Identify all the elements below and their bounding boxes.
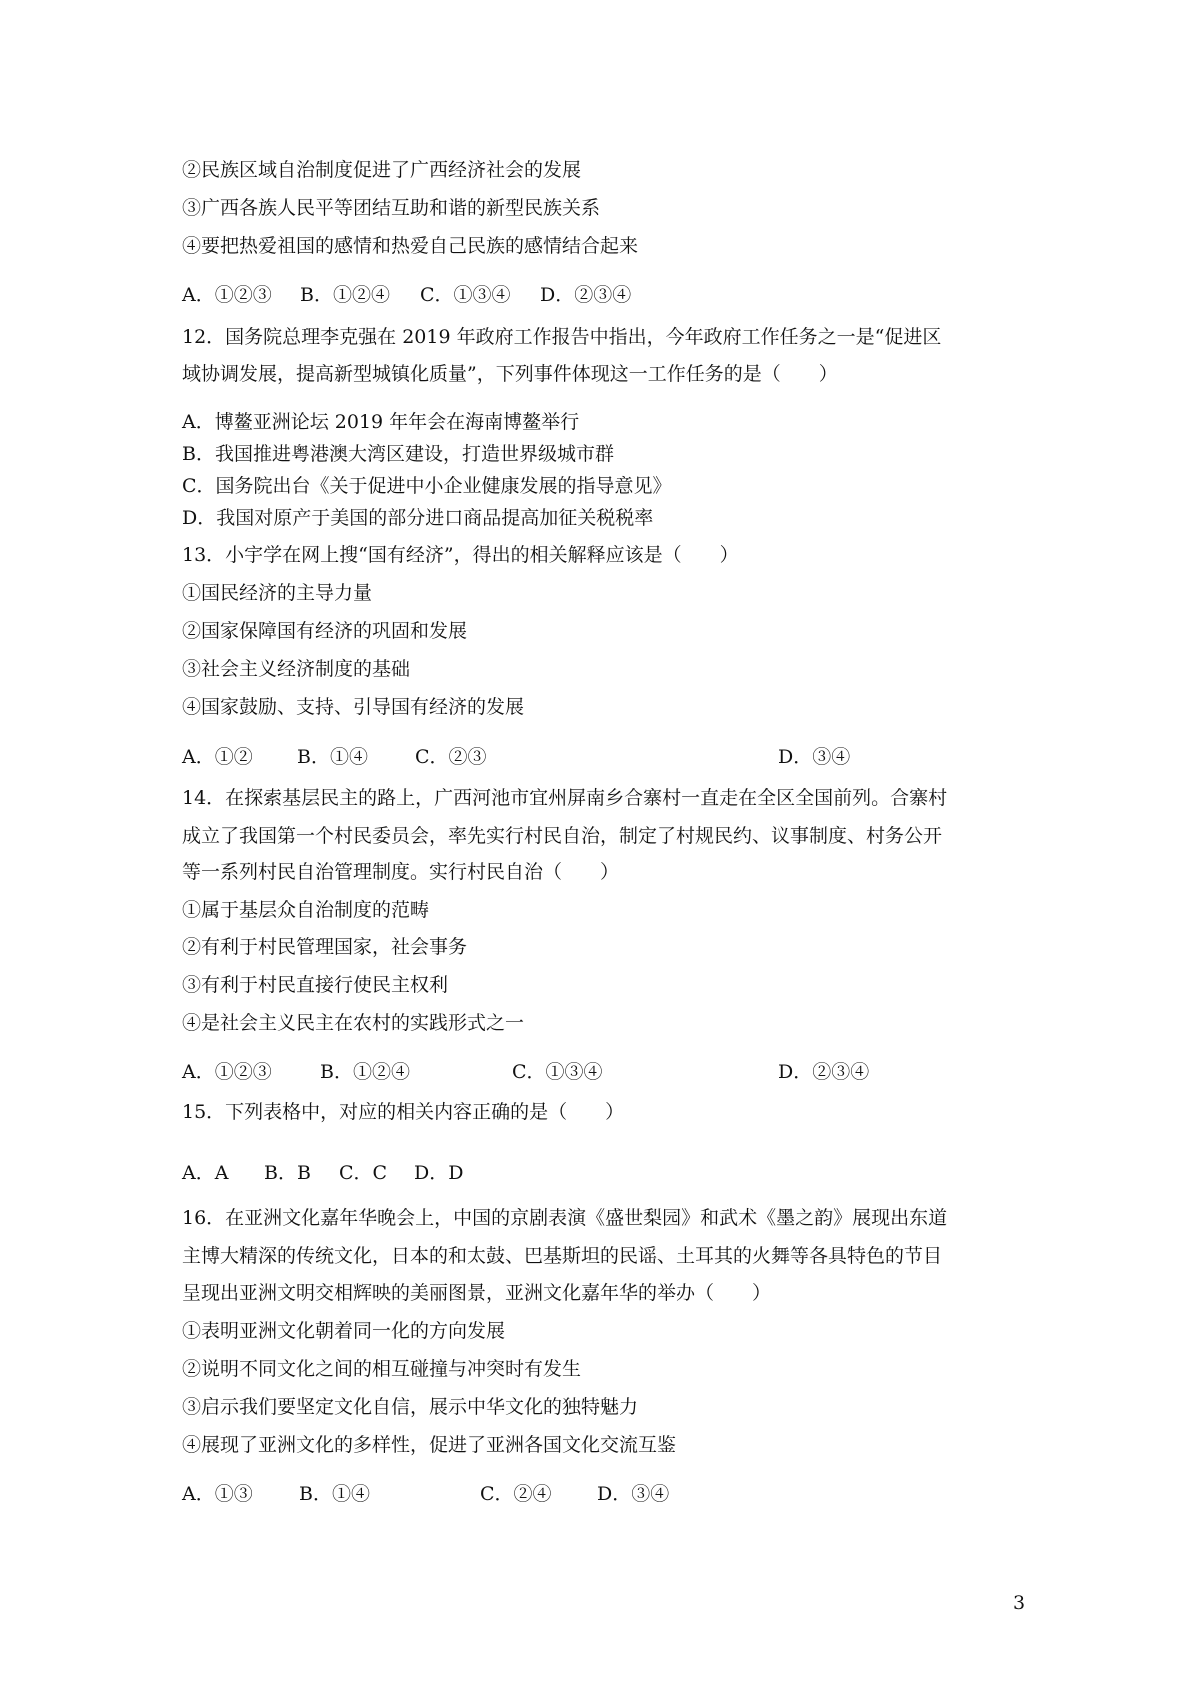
q14-item-1: ①属于基层众自治制度的范畴	[182, 899, 430, 921]
q14-option-b[interactable]: B．①②④	[320, 1061, 410, 1083]
q14-stem-line-3: 等一系列村民自治管理制度。实行村民自治（ ）	[182, 861, 620, 883]
q15-option-b[interactable]: B．B	[264, 1162, 311, 1184]
q11-option-b[interactable]: B．①②④	[300, 284, 390, 306]
q13-option-d[interactable]: D．③④	[778, 746, 851, 768]
q11-item-2: ②民族区域自治制度促进了广西经济社会的发展	[182, 159, 582, 181]
q11-item-3: ③广西各族人民平等团结互助和谐的新型民族关系	[182, 197, 601, 219]
q15-option-a[interactable]: A．A	[182, 1162, 229, 1184]
q14-option-a[interactable]: A．①②③	[182, 1061, 272, 1083]
q16-option-c[interactable]: C．②④	[480, 1483, 552, 1505]
q15-stem: 15．下列表格中，对应的相关内容正确的是（ ）	[182, 1101, 625, 1123]
q16-stem-line-3: 呈现出亚洲文明交相辉映的美丽图景，亚洲文化嘉年华的举办（ ）	[182, 1282, 772, 1304]
q11-options	[182, 283, 1062, 307]
q13-item-4: ④国家鼓励、支持、引导国有经济的发展	[182, 696, 525, 718]
q13-option-a[interactable]: A．①②	[182, 746, 253, 768]
q12-option-a[interactable]: A．博鳌亚洲论坛 2019 年年会在海南博鳌举行	[182, 411, 580, 433]
q12-stem-line-1: 12．国务院总理李克强在 2019 年政府工作报告中指出，今年政府工作任务之一是“促进区	[182, 326, 942, 348]
page-number: 3	[1013, 1592, 1026, 1614]
q16-option-b[interactable]: B．①④	[299, 1483, 370, 1505]
q14-option-d[interactable]: D．②③④	[778, 1061, 870, 1083]
q15-option-c[interactable]: C．C	[339, 1162, 388, 1184]
q16-stem-line-2: 主博大精深的传统文化，日本的和太鼓、巴基斯坦的民谣、土耳其的火舞等各具特色的节目	[182, 1245, 943, 1267]
q16-item-2: ②说明不同文化之间的相互碰撞与冲突时有发生	[182, 1358, 582, 1380]
q16-stem-line-1: 16．在亚洲文化嘉年华晚会上，中国的京剧表演《盛世梨园》和武术《墨之韵》展现出东道	[182, 1207, 948, 1229]
q16-option-d[interactable]: D．③④	[597, 1483, 670, 1505]
q15-options	[182, 1161, 1062, 1185]
q13-options	[182, 745, 1062, 769]
q14-stem-line-1: 14．在探索基层民主的路上，广西河池市宜州屏南乡合寨村一直走在全区全国前列。合寨村	[182, 787, 948, 809]
q14-item-4: ④是社会主义民主在农村的实践形式之一	[182, 1012, 525, 1034]
q13-option-b[interactable]: B．①④	[297, 746, 368, 768]
q14-options	[182, 1060, 1062, 1084]
q13-item-3: ③社会主义经济制度的基础	[182, 658, 411, 680]
q15-option-d[interactable]: D．D	[414, 1162, 464, 1184]
q11-item-4: ④要把热爱祖国的感情和热爱自己民族的感情结合起来	[182, 235, 639, 257]
q12-stem-line-2: 域协调发展，提高新型城镇化质量”，下列事件体现这一工作任务的是（ ）	[182, 363, 838, 385]
q14-option-c[interactable]: C．①③④	[512, 1061, 603, 1083]
q11-option-d[interactable]: D．②③④	[540, 284, 632, 306]
q16-options	[182, 1482, 1062, 1506]
q16-item-1: ①表明亚洲文化朝着同一化的方向发展	[182, 1320, 506, 1342]
q14-stem-line-2: 成立了我国第一个村民委员会，率先实行村民自治，制定了村规民约、议事制度、村务公开	[182, 825, 943, 847]
q13-stem: 13．小宇学在网上搜“国有经济”，得出的相关解释应该是（ ）	[182, 544, 739, 566]
q13-item-2: ②国家保障国有经济的巩固和发展	[182, 620, 468, 642]
q11-option-a[interactable]: A．①②③	[182, 284, 272, 306]
q13-option-c[interactable]: C．②③	[415, 746, 487, 768]
q12-option-c[interactable]: C．国务院出台《关于促进中小企业健康发展的指导意见》	[182, 475, 672, 497]
q16-item-4: ④展现了亚洲文化的多样性，促进了亚洲各国文化交流互鉴	[182, 1434, 677, 1456]
q16-item-3: ③启示我们要坚定文化自信，展示中华文化的独特魅力	[182, 1396, 639, 1418]
q14-item-3: ③有利于村民直接行使民主权利	[182, 974, 449, 996]
q12-option-d[interactable]: D．我国对原产于美国的部分进口商品提高加征关税税率	[182, 507, 654, 529]
q14-item-2: ②有利于村民管理国家，社会事务	[182, 936, 468, 958]
q12-option-b[interactable]: B．我国推进粤港澳大湾区建设，打造世界级城市群	[182, 443, 614, 465]
q13-item-1: ①国民经济的主导力量	[182, 582, 373, 604]
q11-option-c[interactable]: C．①③④	[420, 284, 511, 306]
q16-option-a[interactable]: A．①③	[182, 1483, 253, 1505]
